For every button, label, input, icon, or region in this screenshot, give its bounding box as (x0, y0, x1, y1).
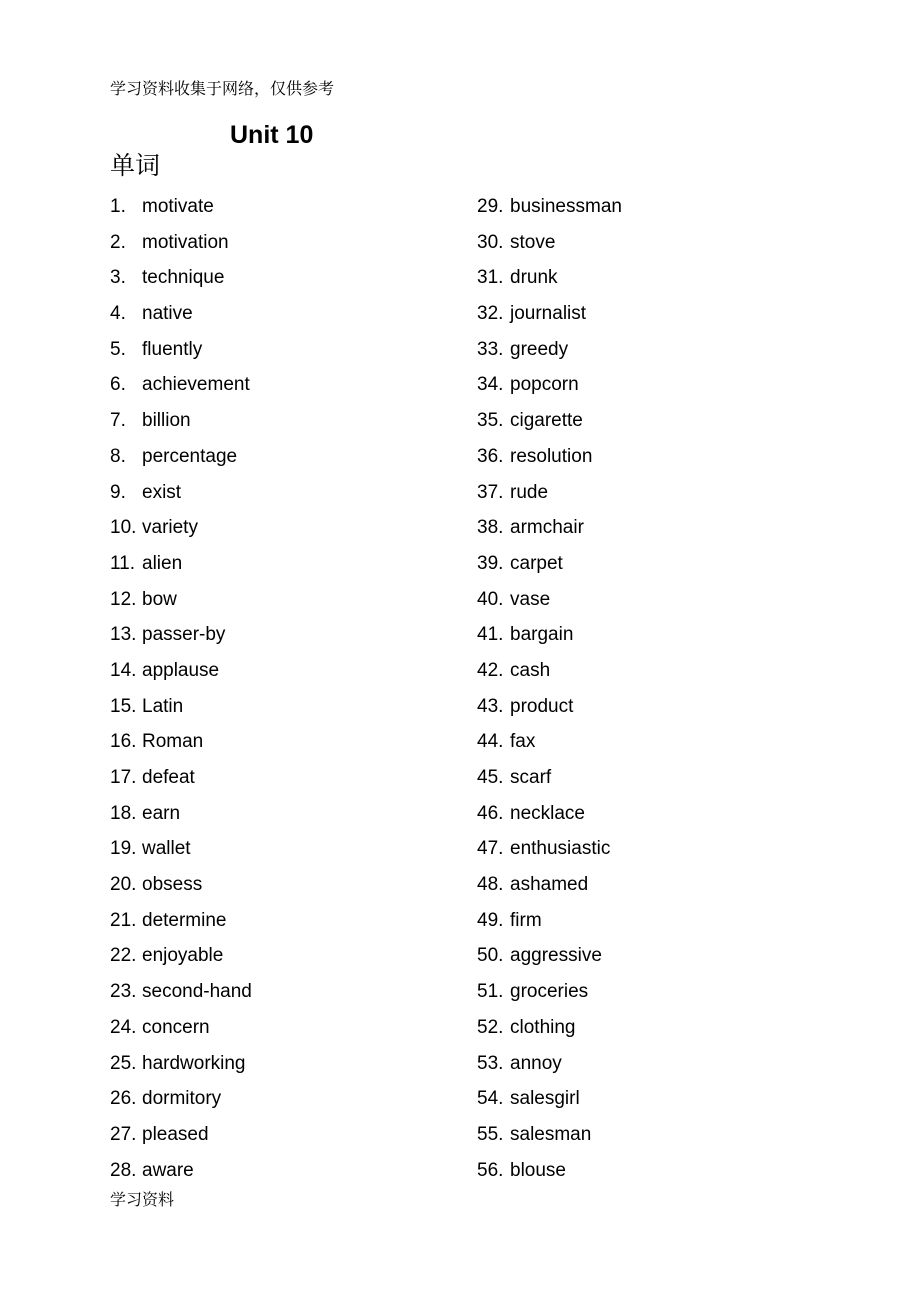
item-number: 13. (110, 624, 137, 646)
list-item (110, 944, 252, 980)
list-item (477, 873, 622, 909)
item-word: aware (142, 1159, 194, 1181)
item-number: 32. (477, 303, 504, 325)
list-item (477, 1052, 622, 1088)
item-number: 55. (477, 1123, 504, 1145)
list-item (477, 837, 622, 873)
list-item (110, 409, 252, 445)
list-item (110, 837, 252, 873)
item-number: 25. (110, 1052, 137, 1074)
list-item (110, 481, 252, 517)
list-item (110, 445, 252, 481)
list-item (110, 766, 252, 802)
item-number: 35. (477, 410, 504, 432)
list-item (477, 623, 622, 659)
list-item (110, 1052, 252, 1088)
item-number: 31. (477, 267, 504, 289)
item-word: drunk (510, 267, 558, 289)
item-number: 23. (110, 981, 137, 1003)
item-number: 8. (110, 445, 126, 467)
item-word: bow (142, 588, 177, 610)
item-number: 34. (477, 374, 504, 396)
item-word: billion (142, 410, 191, 432)
list-item (477, 802, 622, 838)
list-item (110, 195, 252, 231)
item-number: 18. (110, 802, 137, 824)
item-number: 56. (477, 1159, 504, 1181)
item-word: concern (142, 1016, 210, 1038)
item-word: salesgirl (510, 1088, 580, 1110)
item-number: 10. (110, 517, 137, 539)
item-word: product (510, 695, 574, 717)
vocabulary-list-right (477, 195, 622, 1194)
list-item (477, 730, 622, 766)
item-number: 51. (477, 981, 504, 1003)
item-number: 39. (477, 552, 504, 574)
item-word: wallet (142, 838, 191, 860)
item-word: cigarette (510, 410, 583, 432)
item-number: 28. (110, 1159, 137, 1181)
item-word: native (142, 303, 193, 325)
list-item (110, 373, 252, 409)
item-number: 7. (110, 410, 126, 432)
item-word: motivation (142, 231, 229, 253)
item-word: salesman (510, 1123, 592, 1145)
item-word: rude (510, 481, 549, 503)
item-word: hardworking (142, 1052, 246, 1074)
list-item (110, 302, 252, 338)
item-number: 3. (110, 267, 126, 289)
item-word: ashamed (510, 874, 589, 896)
item-number: 38. (477, 517, 504, 539)
list-item (477, 766, 622, 802)
item-word: earn (142, 802, 181, 824)
item-word: popcorn (510, 374, 579, 396)
item-word: achievement (142, 374, 250, 396)
list-item (477, 1123, 622, 1159)
item-word: motivate (142, 196, 214, 217)
item-number: 19. (110, 838, 137, 860)
item-word: passer-by (142, 624, 226, 646)
item-word: enjoyable (142, 945, 224, 967)
vocabulary-list-left (110, 195, 252, 1194)
item-number: 9. (110, 481, 126, 503)
item-word: second-hand (142, 981, 252, 1003)
list-item (110, 1087, 252, 1123)
list-item (110, 695, 252, 731)
list-item (110, 516, 252, 552)
item-number: 46. (477, 802, 504, 824)
list-item (110, 338, 252, 374)
item-number: 16. (110, 731, 137, 753)
header-note: 学习资料收集于网络，仅供参考 (110, 79, 335, 98)
list-item (477, 909, 622, 945)
item-word: bargain (510, 624, 574, 646)
item-number: 44. (477, 731, 504, 753)
item-word: variety (142, 517, 198, 539)
list-item (477, 1159, 622, 1195)
item-number: 15. (110, 695, 137, 717)
item-word: percentage (142, 445, 238, 467)
item-word: Latin (142, 695, 184, 717)
list-item (477, 552, 622, 588)
item-number: 36. (477, 445, 504, 467)
list-item (477, 481, 622, 517)
item-number: 6. (110, 374, 126, 396)
item-number: 17. (110, 767, 137, 788)
item-word: scarf (510, 767, 552, 788)
item-word: journalist (510, 303, 587, 325)
item-number: 1. (110, 196, 126, 217)
item-number: 29. (477, 196, 504, 217)
item-word: carpet (510, 552, 563, 574)
item-number: 4. (110, 303, 126, 325)
item-word: alien (142, 552, 183, 574)
list-item (110, 266, 252, 302)
item-word: groceries (510, 981, 589, 1003)
item-word: armchair (510, 517, 584, 539)
item-word: firm (510, 909, 542, 931)
item-word: greedy (510, 338, 569, 360)
list-item (110, 623, 252, 659)
item-number: 2. (110, 231, 126, 253)
item-number: 52. (477, 1016, 504, 1038)
list-item (110, 588, 252, 624)
item-number: 49. (477, 909, 504, 931)
item-word: exist (142, 481, 182, 503)
section-heading-vocabulary: 单词 (110, 151, 161, 180)
item-number: 48. (477, 874, 504, 896)
item-number: 37. (477, 481, 504, 503)
list-item (110, 231, 252, 267)
item-number: 42. (477, 659, 504, 681)
list-item (477, 266, 622, 302)
item-word: Roman (142, 731, 204, 753)
list-item (110, 1159, 252, 1195)
list-item (110, 659, 252, 695)
list-item (477, 695, 622, 731)
item-number: 50. (477, 945, 504, 967)
list-item (477, 588, 622, 624)
item-word: clothing (510, 1016, 576, 1038)
list-item (110, 730, 252, 766)
item-word: pleased (142, 1123, 209, 1145)
item-number: 24. (110, 1016, 137, 1038)
item-number: 30. (477, 231, 504, 253)
item-word: businessman (510, 196, 622, 217)
item-number: 22. (110, 945, 137, 967)
item-word: determine (142, 909, 227, 931)
item-number: 12. (110, 588, 137, 610)
list-item (110, 909, 252, 945)
item-number: 14. (110, 659, 137, 681)
item-number: 33. (477, 338, 504, 360)
list-item (110, 873, 252, 909)
list-item (477, 944, 622, 980)
page-title: Unit 10 (230, 121, 314, 149)
item-word: enthusiastic (510, 838, 611, 860)
list-item (110, 552, 252, 588)
item-word: technique (142, 267, 225, 289)
item-number: 47. (477, 838, 504, 860)
list-item (477, 195, 622, 231)
item-word: annoy (510, 1052, 562, 1074)
item-word: fluently (142, 338, 203, 360)
list-item (477, 231, 622, 267)
item-word: necklace (510, 802, 585, 824)
item-number: 27. (110, 1123, 137, 1145)
list-item (477, 1016, 622, 1052)
list-item (477, 409, 622, 445)
item-word: dormitory (142, 1088, 222, 1110)
item-number: 45. (477, 767, 504, 788)
list-item (477, 516, 622, 552)
list-item (110, 980, 252, 1016)
list-item (110, 1123, 252, 1159)
list-item (477, 302, 622, 338)
item-word: obsess (142, 874, 203, 896)
item-number: 53. (477, 1052, 504, 1074)
list-item (477, 338, 622, 374)
list-item (477, 980, 622, 1016)
list-item (477, 659, 622, 695)
item-number: 54. (477, 1088, 504, 1110)
item-word: blouse (510, 1159, 566, 1181)
list-item (110, 802, 252, 838)
list-item (477, 1087, 622, 1123)
item-number: 20. (110, 874, 137, 896)
item-word: applause (142, 659, 220, 681)
item-word: vase (510, 588, 551, 610)
item-word: stove (510, 231, 556, 253)
footer-note: 学习资料 (110, 1190, 175, 1209)
item-number: 5. (110, 338, 126, 360)
item-number: 43. (477, 695, 504, 717)
item-number: 40. (477, 588, 504, 610)
item-number: 41. (477, 624, 504, 646)
item-number: 26. (110, 1088, 137, 1110)
item-number: 21. (110, 909, 137, 931)
list-item (477, 373, 622, 409)
list-item (477, 445, 622, 481)
item-word: fax (510, 731, 536, 753)
item-word: cash (510, 659, 551, 681)
list-item (110, 1016, 252, 1052)
item-word: defeat (142, 767, 195, 788)
item-number: 11. (110, 552, 136, 574)
item-word: aggressive (510, 945, 602, 967)
item-word: resolution (510, 445, 593, 467)
